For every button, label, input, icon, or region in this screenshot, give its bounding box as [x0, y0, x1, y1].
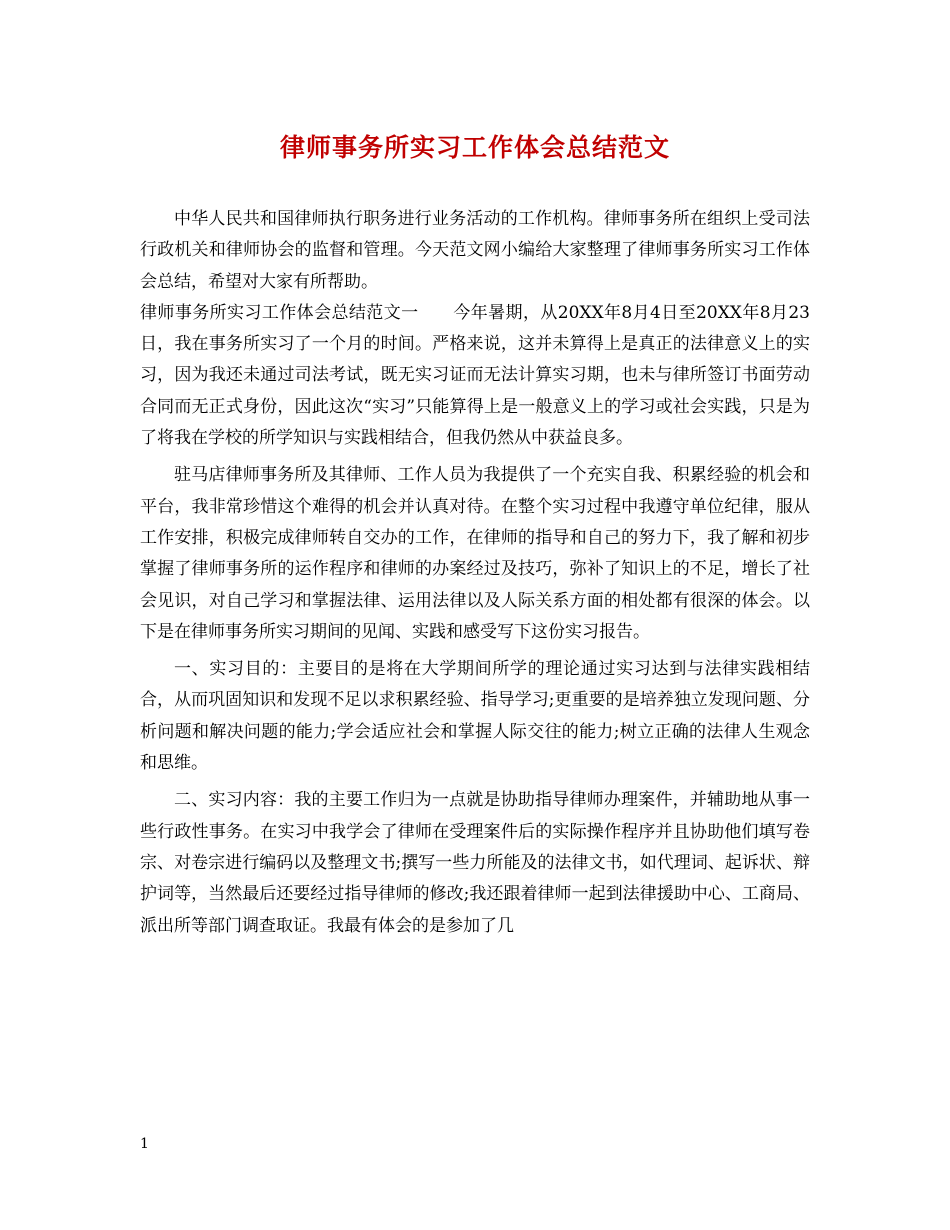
paragraph-intro: 中华人民共和国律师执行职务进行业务活动的工作机构。律师事务所在组织上受司法行政机关和律师协会的监督和管理。今天范文网小编给大家整理了律师事务所实习工作体会总结，希望对大家有所帮助。	[140, 209, 810, 292]
page-number: 1	[140, 1136, 149, 1152]
paragraph-internship-purpose: 一、实习目的：主要目的是将在大学期间所学的理论通过实习达到与法律实践相结合，从而巩固知识和发现不足以求积累经验、指导学习;更重要的是培养独立发现问题、分析问题和解决问题的能力;学会适应社会和掌握人际交往的能力;树立正确的法律人生观念和思维。	[140, 659, 810, 774]
document-body	[140, 204, 810, 942]
paragraph-internship-content: 二、实习内容：我的主要工作归为一点就是协助指导律师办理案件，并辅助地从事一些行政性事务。在实习中我学会了律师在受理案件后的实际操作程序并且协助他们填写卷宗、对卷宗进行编码以及整理文书;撰写一些力所能及的法律文书，如代理词、起诉状、辩护词等，当然最后还要经过指导律师的修改;我还跟着律师一起到法律援助中心、工商局、派出所等部门调查取证。我最有体会的是参加了几	[140, 790, 810, 936]
document-title: 律师事务所实习工作体会总结范文	[279, 133, 670, 162]
paragraph-internship-experience: 驻马店律师事务所及其律师、工作人员为我提供了一个充实自我、积累经验的机会和平台，我非常珍惜这个难得的机会并认真对待。在整个实习过程中我遵守单位纪律，服从工作安排，积极完成律师转自交办的工作，在律师的指导和自己的努力下，我了解和初步掌握了律师事务所的运作程序和律师的办案经过及技巧，弥补了知识上的不足，增长了社会见识，对自己学习和掌握法律、运用法律以及人际关系方面的相处都有很深的体会。以下是在律师事务所实习期间的见闻、实践和感受写下这份实习报告。	[140, 465, 810, 642]
paragraph-sample-one: 律师事务所实习工作体会总结范文一 今年暑期，从20XX年8月4日至20XX年8月23日，我在事务所实习了一个月的时间。严格来说，这并未算得上是真正的法律意义上的实习，因为我还未通过司法考试，既无实习证而无法计算实习期，也未与律所签订书面劳动合同而无正式身份，因此这次“实习”只能算得上是一般意义上的学习或社会实践，只是为了将我在学校的所学知识与实践相结合，但我仍然从中获益良多。	[140, 302, 810, 449]
